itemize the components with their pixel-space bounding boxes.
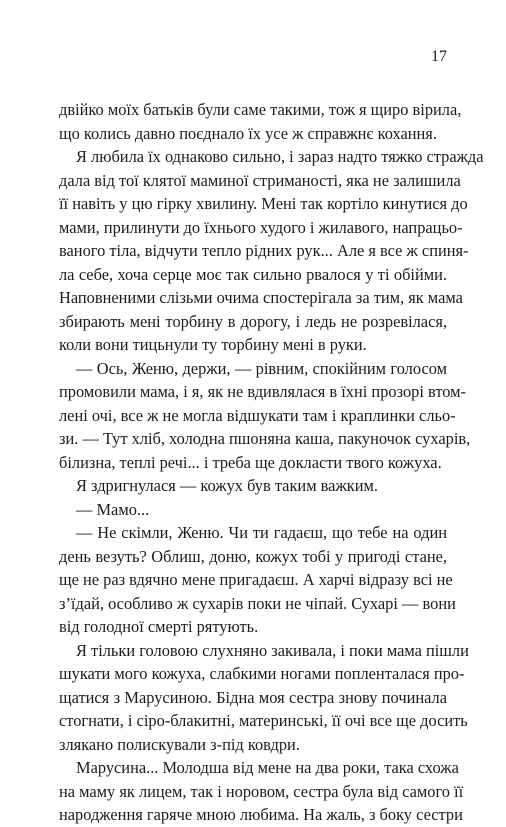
text-line: щатися з Марусиною. Бідна моя сестра знову починала xyxy=(59,687,447,707)
text-line: злякано полискували з-під ковдри. xyxy=(59,734,300,754)
body-text xyxy=(59,98,484,827)
text-line: з’їдай, особливо ж сухарів поки не чіпай. Сухарі — вони xyxy=(59,593,456,613)
text-line: — Мамо... xyxy=(76,499,150,519)
text-line: Я тільки головою слухняно закивала, і поки мама пішли xyxy=(76,640,469,660)
text-line: дала від тої клятої маминої стриманості, яка не залишила xyxy=(59,170,461,190)
text-line: стогнати, і сіро-блакитні, материнські, її очі все ще досить xyxy=(59,711,468,730)
text-line: білизна, теплі речі... і треба ще докласти твого кожуха. xyxy=(59,452,442,472)
text-line: народження гаряче мною любима. На жаль, з боку сестри xyxy=(59,805,463,824)
text-line: ла себе, хоча серце моє так сильно рвалося у ті обійми. xyxy=(59,264,447,284)
text-line: двійко моїх батьків були саме такими, тож я щиро вірила, xyxy=(59,100,462,119)
text-line: зи. — Тут хліб, холодна пшоняна каша, пакуночок сухарів, xyxy=(59,429,471,448)
text-line: ваного тіла, відчути тепло рідних рук... Але я все ж спиня- xyxy=(59,241,469,260)
text-line: Я любила їх однаково сильно, і зараз надто тяжко стражда xyxy=(76,147,484,166)
text-line: промовили мама, і я, як не вдивлялася в їхні прозорі втом- xyxy=(59,382,467,401)
page-number: 17 xyxy=(431,48,447,65)
text-line: на маму як лицем, так і норовом, сестра була від самого її xyxy=(59,781,464,801)
text-line: Наповненими слізьми очима спостерігала за тим, як мама xyxy=(59,288,463,307)
text-line: Я здригнулася — кожух був таким важким. xyxy=(76,476,378,495)
text-line: — Ось, Женю, держи, — рівним, спокійним голосом xyxy=(76,358,447,378)
text-line: шукати мого кожуха, слабкими ногами попленталася про- xyxy=(59,664,465,683)
text-line: від голодної смерті рятують. xyxy=(59,617,259,636)
text-line: лені очі, все ж не могла відшукати там і краплинки сльо- xyxy=(59,405,456,425)
text-line: коли вони тицьнули ту торбину мені в руки. xyxy=(59,335,367,354)
text-line: Марусина... Молодша від мене на два роки, така схожа xyxy=(76,758,459,777)
text-line: збирають мені торбину в дорогу, і ледь не розревілася, xyxy=(59,311,447,331)
text-line: ще не раз вдячно мене пригадаєш. А харчі відразу всі не xyxy=(59,570,453,589)
text-line: день везуть? Облиш, доню, кожух тобі у пригоді стане, xyxy=(59,546,447,566)
text-line: — Не скімли, Женю. Чи ти гадаєш, що тебе на один xyxy=(76,523,447,542)
text-line: її навіть у цю гірку хвилину. Мені так кортіло кинутися до xyxy=(59,194,468,213)
text-line: мами, прилинути до їхнього худого і жилавого, напрацьо- xyxy=(59,217,463,237)
text-line: що колись давно поєднало їх усе ж справжнє кохання. xyxy=(59,123,437,143)
